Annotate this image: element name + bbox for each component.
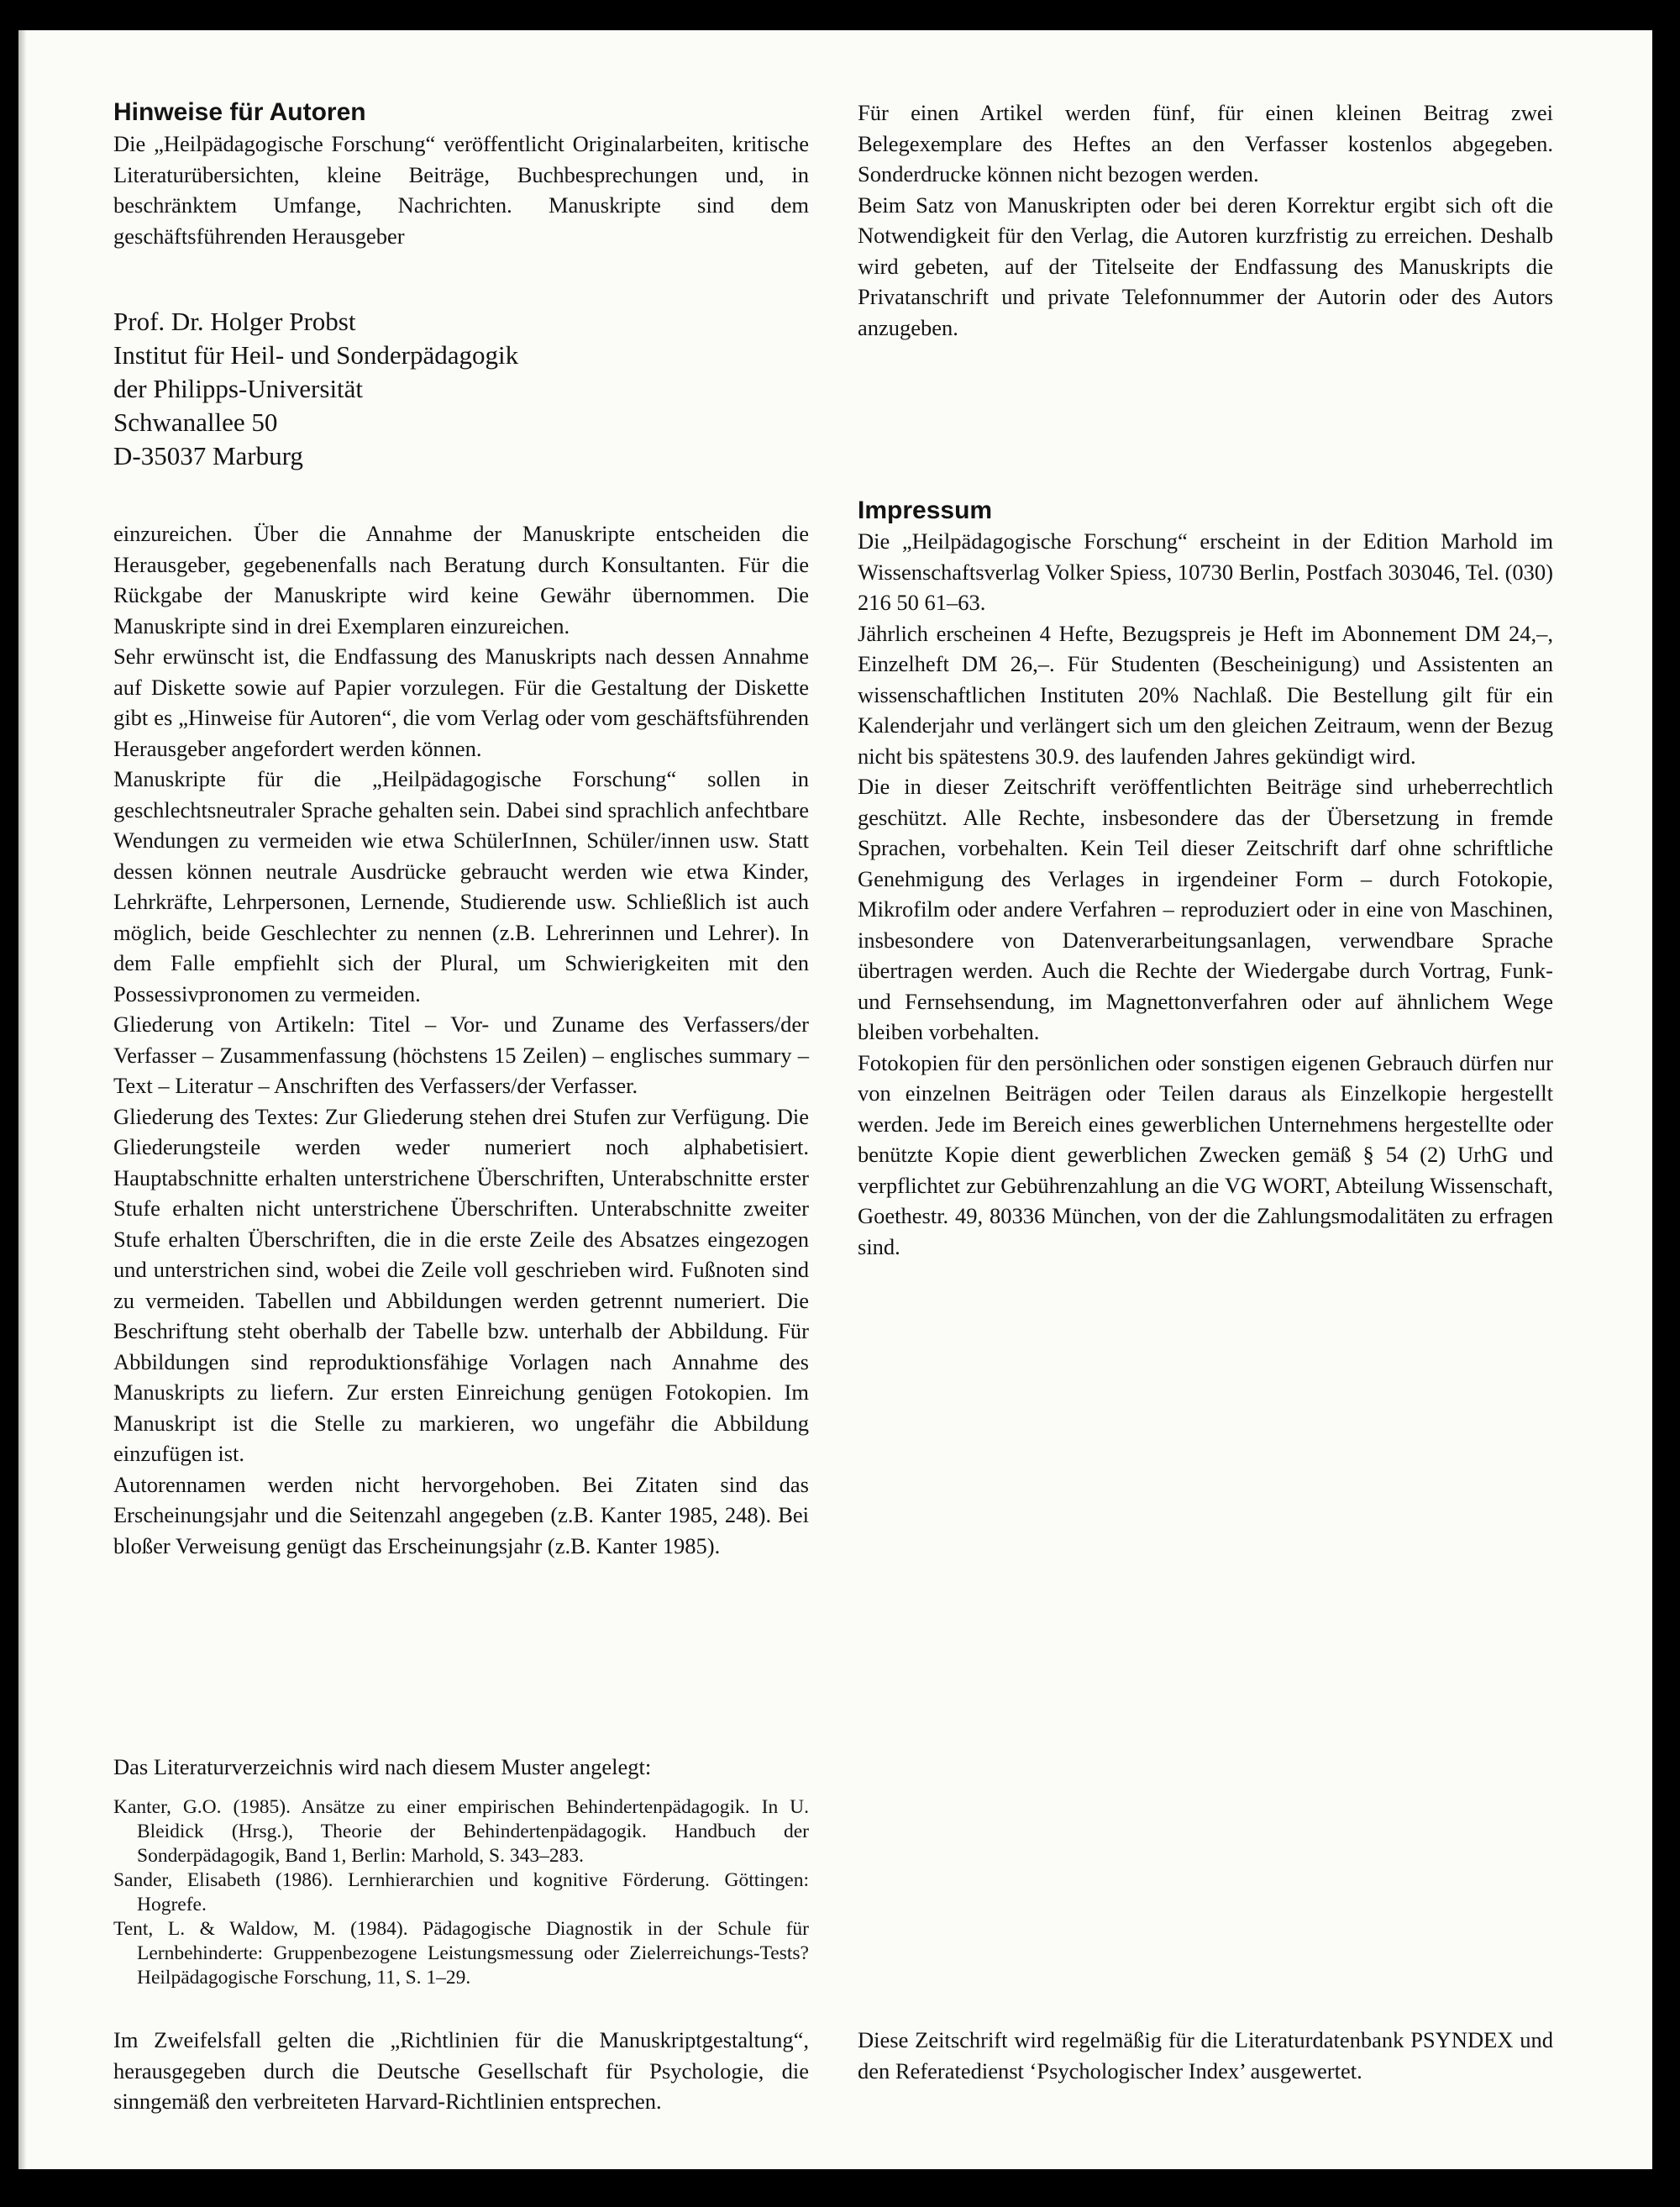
authors-guidelines-heading: Hinweise für Autoren — [113, 98, 366, 126]
reference-list — [113, 1795, 809, 1990]
intro-block — [113, 129, 809, 251]
impressum-paragraph: Jährlich erscheinen 4 Hefte, Bezugspreis je Heft im Abonnement DM 24,–, Einzelheft DM 26,–. Für Studenten (Bescheinigung) und Assistenten an wissenschaftlichen Instituten 20% Nachlaß. Die Bestellung gilt für ein Kalenderjahr und verlängert sich um den gleichen Zeitraum, wenn der Bezug nicht bis spätestens 30.9. des laufenden Jahres gekündigt wird. — [858, 620, 1553, 769]
submission-guidelines — [113, 518, 809, 1561]
guideline-paragraph: Autorennamen werden nicht hervorgehoben. Bei Zitaten sind das Erscheinungsjahr und die Seitenzahl angegeben (z.B. Kanter 1985, 248). Bei bloßer Verweisung genügt das Erscheinungsjahr (z.B. Kanter 1985). — [113, 1471, 809, 1558]
info-paragraph: Beim Satz von Manuskripten oder bei deren Korrektur ergibt sich oft die Notwendigkeit für den Verlag, die Autoren kurzfristig zu erreichen. Deshalb wird gebeten, auf der Titelseite der Endfassung des Manuskripts die Privatanschrift und private Telefonnummer der Autorin oder des Autors anzugeben. — [858, 192, 1553, 340]
indexing-note-block — [858, 2025, 1553, 2086]
address-line: der Philipps-Universität — [113, 374, 364, 403]
specimen-copies-block — [858, 97, 1553, 343]
reference-entry: Tent, L. & Waldow, M. (1984). Pädagogische Diagnostik in der Schule für Lernbehinderte: Gruppenbezogene Leistungsmessung oder Zielerreichungs-Tests? Heilpädagogische Forschung, 11, S. 1–29. — [113, 1918, 809, 1989]
guideline-paragraph: Manuskripte für die „Heilpädagogische Forschung“ sollen in geschlechtsneutraler Sprache gehalten sein. Dabei sind sprachlich anfechtbare Wendungen zu vermeiden wie etwa SchülerInnen, Schüler/innen usw. Statt dessen können neutrale Ausdrücke gebraucht werden wie etwa Kinder, Lehrkräfte, Lehrpersonen, Lernende, Studierende usw. Schließlich ist auch möglich, beide Geschlechter zu nennen (z.B. Lehrerinnen und Lehrer). In dem Falle empfiehlt sich der Plural, um Schwierigkeiten mit den Possessivpronomen zu vermeiden. — [113, 766, 809, 1006]
page-binding-shadow — [18, 30, 27, 2169]
address-line: D-35037 Marburg — [113, 441, 303, 470]
address-line: Prof. Dr. Holger Probst — [113, 307, 356, 336]
impressum-heading: Impressum — [858, 497, 993, 524]
editor-address — [113, 305, 518, 473]
literature-intro: Das Literaturverzeichnis wird nach diesem Muster angelegt: — [113, 1754, 652, 1779]
guideline-paragraph: Sehr erwünscht ist, die Endfassung des Manuskripts nach dessen Annahme auf Diskette sowie auf Papier vorzulegen. Für die Gestaltung der Diskette gibt es „Hinweise für Autoren“, die vom Verlag oder vom geschäftsführenden Herausgeber angefordert werden können. — [113, 644, 809, 761]
reference-entry: Kanter, G.O. (1985). Ansätze zu einer empirischen Behindertenpädagogik. In U. Bleidick (Hrsg.), Theorie der Behindertenpädagogik. Handbuch der Sonderpädagogik, Band 1, Berlin: Marhold, S. 343–283. — [113, 1796, 809, 1867]
closing-block — [113, 2025, 809, 2117]
impressum-paragraph: Fotokopien für den persönlichen oder sonstigen eigenen Gebrauch dürfen nur von einzelnen Beiträgen oder Teilen daraus als Einzelkopie hergestellt werden. Jede im Bereich eines gewerblichen Unternehmens hergestellte oder benützte Kopie dient gewerblichen Zwecken gemäß § 54 (2) UrhG und verpflichtet zur Gebührenzahlung an die VG WORT, Abteilung Wissenschaft, Goethestr. 49, 80336 München, von der die Zahlungsmodalitäten zu erfragen sind. — [858, 1049, 1553, 1259]
closing-paragraph: Im Zweifelsfall gelten die „Richtlinien für die Manuskriptgestaltung“, herausgegeben durch die Deutsche Gesellschaft für Psychologie, die sinngemäß den verbreiteten Harvard-Richtlinien entsprechen. — [113, 2027, 809, 2114]
reference-entry: Sander, Elisabeth (1986). Lernhierarchien und kognitive Förderung. Göttingen: Hogrefe. — [113, 1869, 809, 1915]
guideline-paragraph: Gliederung des Textes: Zur Gliederung stehen drei Stufen zur Verfügung. Die Gliederungsteile werden weder numeriert noch alphabetisiert. Hauptabschnitte erhalten unterstrichene Überschriften, Unterabschnitte erster Stufe erhalten nicht unterstrichene Überschriften. Unterabschnitte zweiter Stufe erhalten Überschriften, die in die erste Zeile des Absatzes eingezogen und unterstrichen sind, wobei die Zeile voll geschrieben wird. Fußnoten sind zu vermeiden. Tabellen und Abbildungen werden getrennt numeriert. Die Beschriftung steht oberhalb der Tabelle bzw. unterhalb der Abbildung. Für Abbildungen sind reproduktionsfähige Vorlagen nach Annahme des Manuskripts zu liefern. Zur ersten Einreichung genügen Fotokopien. Im Manuskript ist die Stelle zu markieren, wo ungefähr die Abbildung einzufügen ist. — [113, 1103, 809, 1466]
literature-intro-block — [113, 1752, 809, 1783]
guideline-paragraph: Gliederung von Artikeln: Titel – Vor- und Zuname des Verfassers/der Verfasser – Zusammenfassung (höchstens 15 Zeilen) – englisches summary – Text – Literatur – Anschriften des Verfassers/der Verfasser. — [113, 1012, 809, 1098]
impressum-paragraph: Die in dieser Zeitschrift veröffentlichten Beiträge sind urheberrechtlich geschützt. Alle Rechte, insbesondere das der Übersetzung in fremde Sprachen, vorbehalten. Kein Teil dieser Zeitschrift darf ohne schriftliche Genehmigung des Verlages in irgendeiner Form – durch Fotokopie, Mikrofilm oder andere Verfahren – reproduziert oder in eine von Maschinen, insbesondere von Datenverarbeitungsanlagen, verwendbare Sprache übertragen werden. Auch die Rechte der Wiedergabe durch Vortrag, Funk- und Fernsehsendung, im Magnettonverfahren oder auf ähnlichem Wege bleiben vorbehalten. — [858, 774, 1553, 1044]
indexing-note: Diese Zeitschrift wird regelmäßig für die Literaturdatenbank PSYNDEX und den Referatedienst ‘Psychologischer Index’ ausgewertet. — [858, 2027, 1553, 2084]
guideline-paragraph: einzureichen. Über die Annahme der Manuskripte entscheiden die Herausgeber, gegebenenfalls nach Beratung durch Konsultanten. Für die Rückgabe der Manuskripte wird keine Gewähr übernommen. Die Manuskripte sind in drei Exemplaren einzureichen. — [113, 521, 809, 638]
impressum-paragraph: Die „Heilpädagogische Forschung“ erscheint in der Edition Marhold im Wissenschaftsverlag Volker Spiess, 10730 Berlin, Postfach 303046, Tel. (030) 216 50 61–63. — [858, 528, 1553, 615]
address-line: Institut für Heil- und Sonderpädagogik — [113, 340, 519, 370]
address-line: Schwanallee 50 — [113, 407, 278, 437]
impressum-block — [858, 526, 1553, 1262]
info-paragraph: Für einen Artikel werden fünf, für einen kleinen Beitrag zwei Belegexemplare des Heftes an den Verfasser kostenlos abgegeben. Sonderdrucke können nicht bezogen werden. — [858, 100, 1553, 187]
intro-paragraph: Die „Heilpädagogische Forschung“ veröffentlicht Originalarbeiten, kritische Literaturübersichten, kleine Beiträge, Buchbesprechungen und, in beschränktem Umfange, Nachrichten. Manuskripte sind dem geschäftsführenden Herausgeber — [113, 131, 809, 249]
